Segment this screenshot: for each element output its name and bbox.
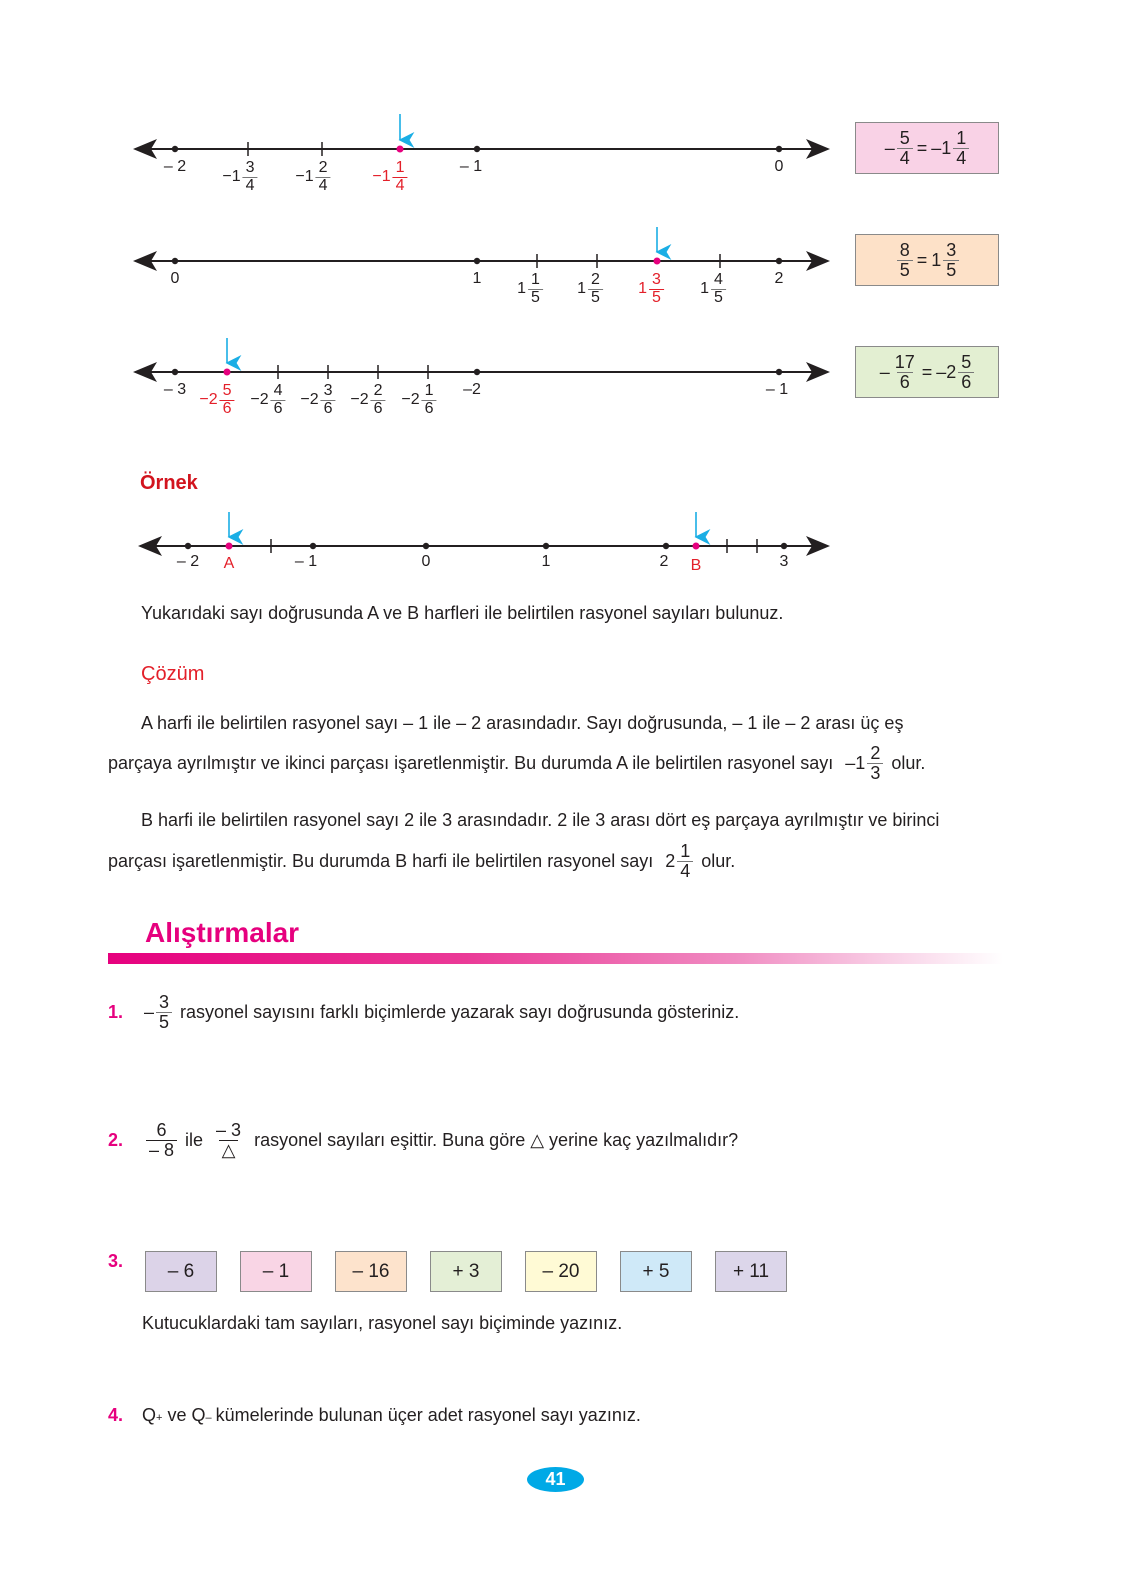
denominator: 6 — [271, 400, 286, 418]
superscript-minus: – — [205, 1412, 212, 1424]
denominator: 6 — [422, 400, 437, 418]
whole: –1 — [845, 753, 866, 773]
numerator: 6 — [156, 1119, 167, 1140]
whole: –1 — [931, 137, 952, 158]
numerator: – 3 — [216, 1119, 242, 1140]
denominator: 5 — [528, 289, 543, 307]
numerator: 5 — [222, 382, 232, 399]
tick-label: 1 — [472, 270, 482, 287]
whole: −2 — [401, 391, 420, 409]
whole: −2 — [250, 391, 269, 409]
integer-box: – 20 — [525, 1251, 597, 1292]
connector-text: ve Q — [167, 1405, 206, 1425]
numerator: 2 — [373, 382, 383, 399]
answer-a — [845, 744, 883, 783]
text-end: olur. — [891, 753, 926, 773]
denominator: 6 — [897, 372, 913, 392]
denominator: 6 — [220, 400, 235, 418]
integer-box: + 5 — [620, 1251, 692, 1292]
numerator: 3 — [245, 159, 255, 176]
tick-label: 2 — [659, 553, 669, 570]
denominator: 4 — [316, 177, 331, 195]
sign: – — [879, 361, 890, 382]
solution-paragraph-1-line-2 — [108, 742, 926, 783]
integer-box: – 16 — [335, 1251, 407, 1292]
tick-label: – 1 — [294, 553, 318, 570]
tick-label: – 1 — [765, 381, 789, 398]
whole: −2 — [300, 391, 319, 409]
equals: = — [921, 361, 933, 382]
numerator: 1 — [395, 159, 405, 176]
solution-paragraph-2-line-2 — [108, 840, 736, 881]
exercise-3-text: Kutucuklardaki tam sayıları, rasyonel sayı biçiminde yazınız. — [142, 1313, 623, 1333]
example-question: Yukarıdaki sayı doğrusunda A ve B harfleri ile belirtilen rasyonel sayıları bulunuz. — [141, 603, 784, 623]
numerator: 2 — [318, 159, 328, 176]
whole: −1 — [222, 168, 241, 186]
numerator: 3 — [159, 991, 170, 1012]
denominator: 5 — [897, 260, 913, 280]
numerator: 1 — [531, 271, 540, 288]
denominator: 5 — [588, 289, 603, 307]
solution-paragraph-1-line-1: A harfi ile belirtilen rasyonel sayı – 1 ile – 2 arasındadır. Sayı doğrusunda, – 1 ile – 2 arası üç eş — [141, 713, 904, 733]
denominator: 6 — [321, 400, 336, 418]
connector-text: ile — [185, 1129, 204, 1150]
page-number: 41 — [527, 1467, 584, 1492]
whole: −1 — [372, 168, 391, 186]
text: parçası işaretlenmiştir. Bu durumda B harfi ile belirtilen rasyonel sayı — [108, 851, 654, 871]
denominator: – 8 — [146, 1140, 177, 1160]
denominator: 5 — [711, 289, 726, 307]
question-number: 2. — [108, 1129, 124, 1150]
tick-label: 2 — [774, 270, 784, 287]
sign: – — [884, 137, 895, 158]
title-divider-bar — [108, 953, 1003, 964]
denominator: 4 — [677, 861, 693, 881]
exercises-title: Alıştırmalar — [145, 917, 300, 948]
answer-b — [665, 842, 693, 881]
numerator: 4 — [273, 382, 283, 399]
denominator: 4 — [243, 177, 258, 195]
whole: −2 — [199, 391, 218, 409]
example-heading: Örnek — [140, 472, 198, 494]
integer-box: + 11 — [715, 1251, 787, 1292]
tick-label: – 1 — [459, 158, 483, 175]
question-number: 4. — [108, 1405, 124, 1425]
numerator: 1 — [680, 840, 691, 861]
numerator: 2 — [591, 271, 600, 288]
numerator: 5 — [961, 351, 972, 372]
point-label-b: B — [690, 557, 702, 574]
whole: 2 — [665, 851, 676, 871]
denominator: 5 — [943, 260, 959, 280]
tick-label: – 3 — [163, 381, 187, 398]
integer-box: + 3 — [430, 1251, 502, 1292]
numerator: 3 — [323, 382, 333, 399]
denominator: 4 — [897, 148, 913, 168]
denominator: 4 — [393, 177, 408, 195]
solution-paragraph-2-line-1: B harfi ile belirtilen rasyonel sayı 2 ile 3 arasındadır. 2 ile 3 arası dört eş parçaya ayrılmıştır ve birinci — [141, 810, 940, 830]
numerator: 3 — [946, 239, 957, 260]
whole: 1 — [931, 249, 942, 270]
point-label-a: A — [223, 555, 235, 572]
whole: 1 — [638, 280, 647, 298]
whole: 1 — [517, 280, 526, 298]
equals: = — [916, 249, 928, 270]
denominator: △ — [219, 1140, 239, 1160]
exercise-1 — [108, 990, 739, 1034]
tick-label: 0 — [170, 270, 180, 287]
tick-label: – 2 — [163, 158, 187, 175]
numerator: 4 — [714, 271, 723, 288]
equals: = — [916, 137, 928, 158]
set-q: Q — [142, 1405, 157, 1425]
denominator: 6 — [958, 372, 974, 392]
question-text: rasyonel sayıları eşittir. Buna göre △ yerine kaç yazılmalıdır? — [254, 1129, 739, 1150]
whole: –2 — [936, 361, 957, 382]
exercise-4 — [108, 1405, 641, 1426]
question-text: rasyonel sayısını farklı biçimlerde yazarak sayı doğrusunda gösteriniz. — [180, 1001, 740, 1022]
tick-label: – 2 — [176, 553, 200, 570]
integer-box: – 6 — [145, 1251, 217, 1292]
numerator: 5 — [899, 127, 910, 148]
whole: −1 — [295, 168, 314, 186]
numerator: 8 — [899, 239, 910, 260]
text-end: olur. — [701, 851, 736, 871]
whole: −2 — [350, 391, 369, 409]
text: parçaya ayrılmıştır ve ikinci parçası işaretlenmiştir. Bu durumda A ile belirtilen rasyonel sayı — [108, 753, 834, 773]
whole: 1 — [700, 280, 709, 298]
denominator: 5 — [156, 1012, 172, 1032]
tick-label: 1 — [541, 553, 551, 570]
numerator: 1 — [424, 382, 434, 399]
denominator: 5 — [649, 289, 664, 307]
tick-label: 3 — [779, 553, 789, 570]
example-number-line-axis — [0, 0, 1123, 600]
denominator: 6 — [371, 400, 386, 418]
exercise-2 — [108, 1117, 738, 1163]
superscript-plus: + — [156, 1412, 163, 1424]
denominator: 3 — [867, 763, 883, 783]
integer-box: – 1 — [240, 1251, 312, 1292]
numerator: 17 — [894, 351, 915, 372]
numerator: 1 — [956, 127, 967, 148]
numerator: 2 — [870, 742, 881, 763]
question-number: 1. — [108, 1001, 124, 1022]
tick-label: 0 — [774, 158, 784, 175]
solution-heading: Çözüm — [141, 663, 205, 685]
whole: 1 — [577, 280, 586, 298]
tick-label: –2 — [463, 381, 481, 398]
tick-label: 0 — [421, 553, 431, 570]
denominator: 4 — [953, 148, 969, 168]
numerator: 3 — [652, 271, 661, 288]
sign: – — [144, 1001, 155, 1022]
exercise-3-number: 3. — [108, 1251, 124, 1271]
question-text: kümelerinde bulunan üçer adet rasyonel sayı yazınız. — [215, 1405, 641, 1425]
